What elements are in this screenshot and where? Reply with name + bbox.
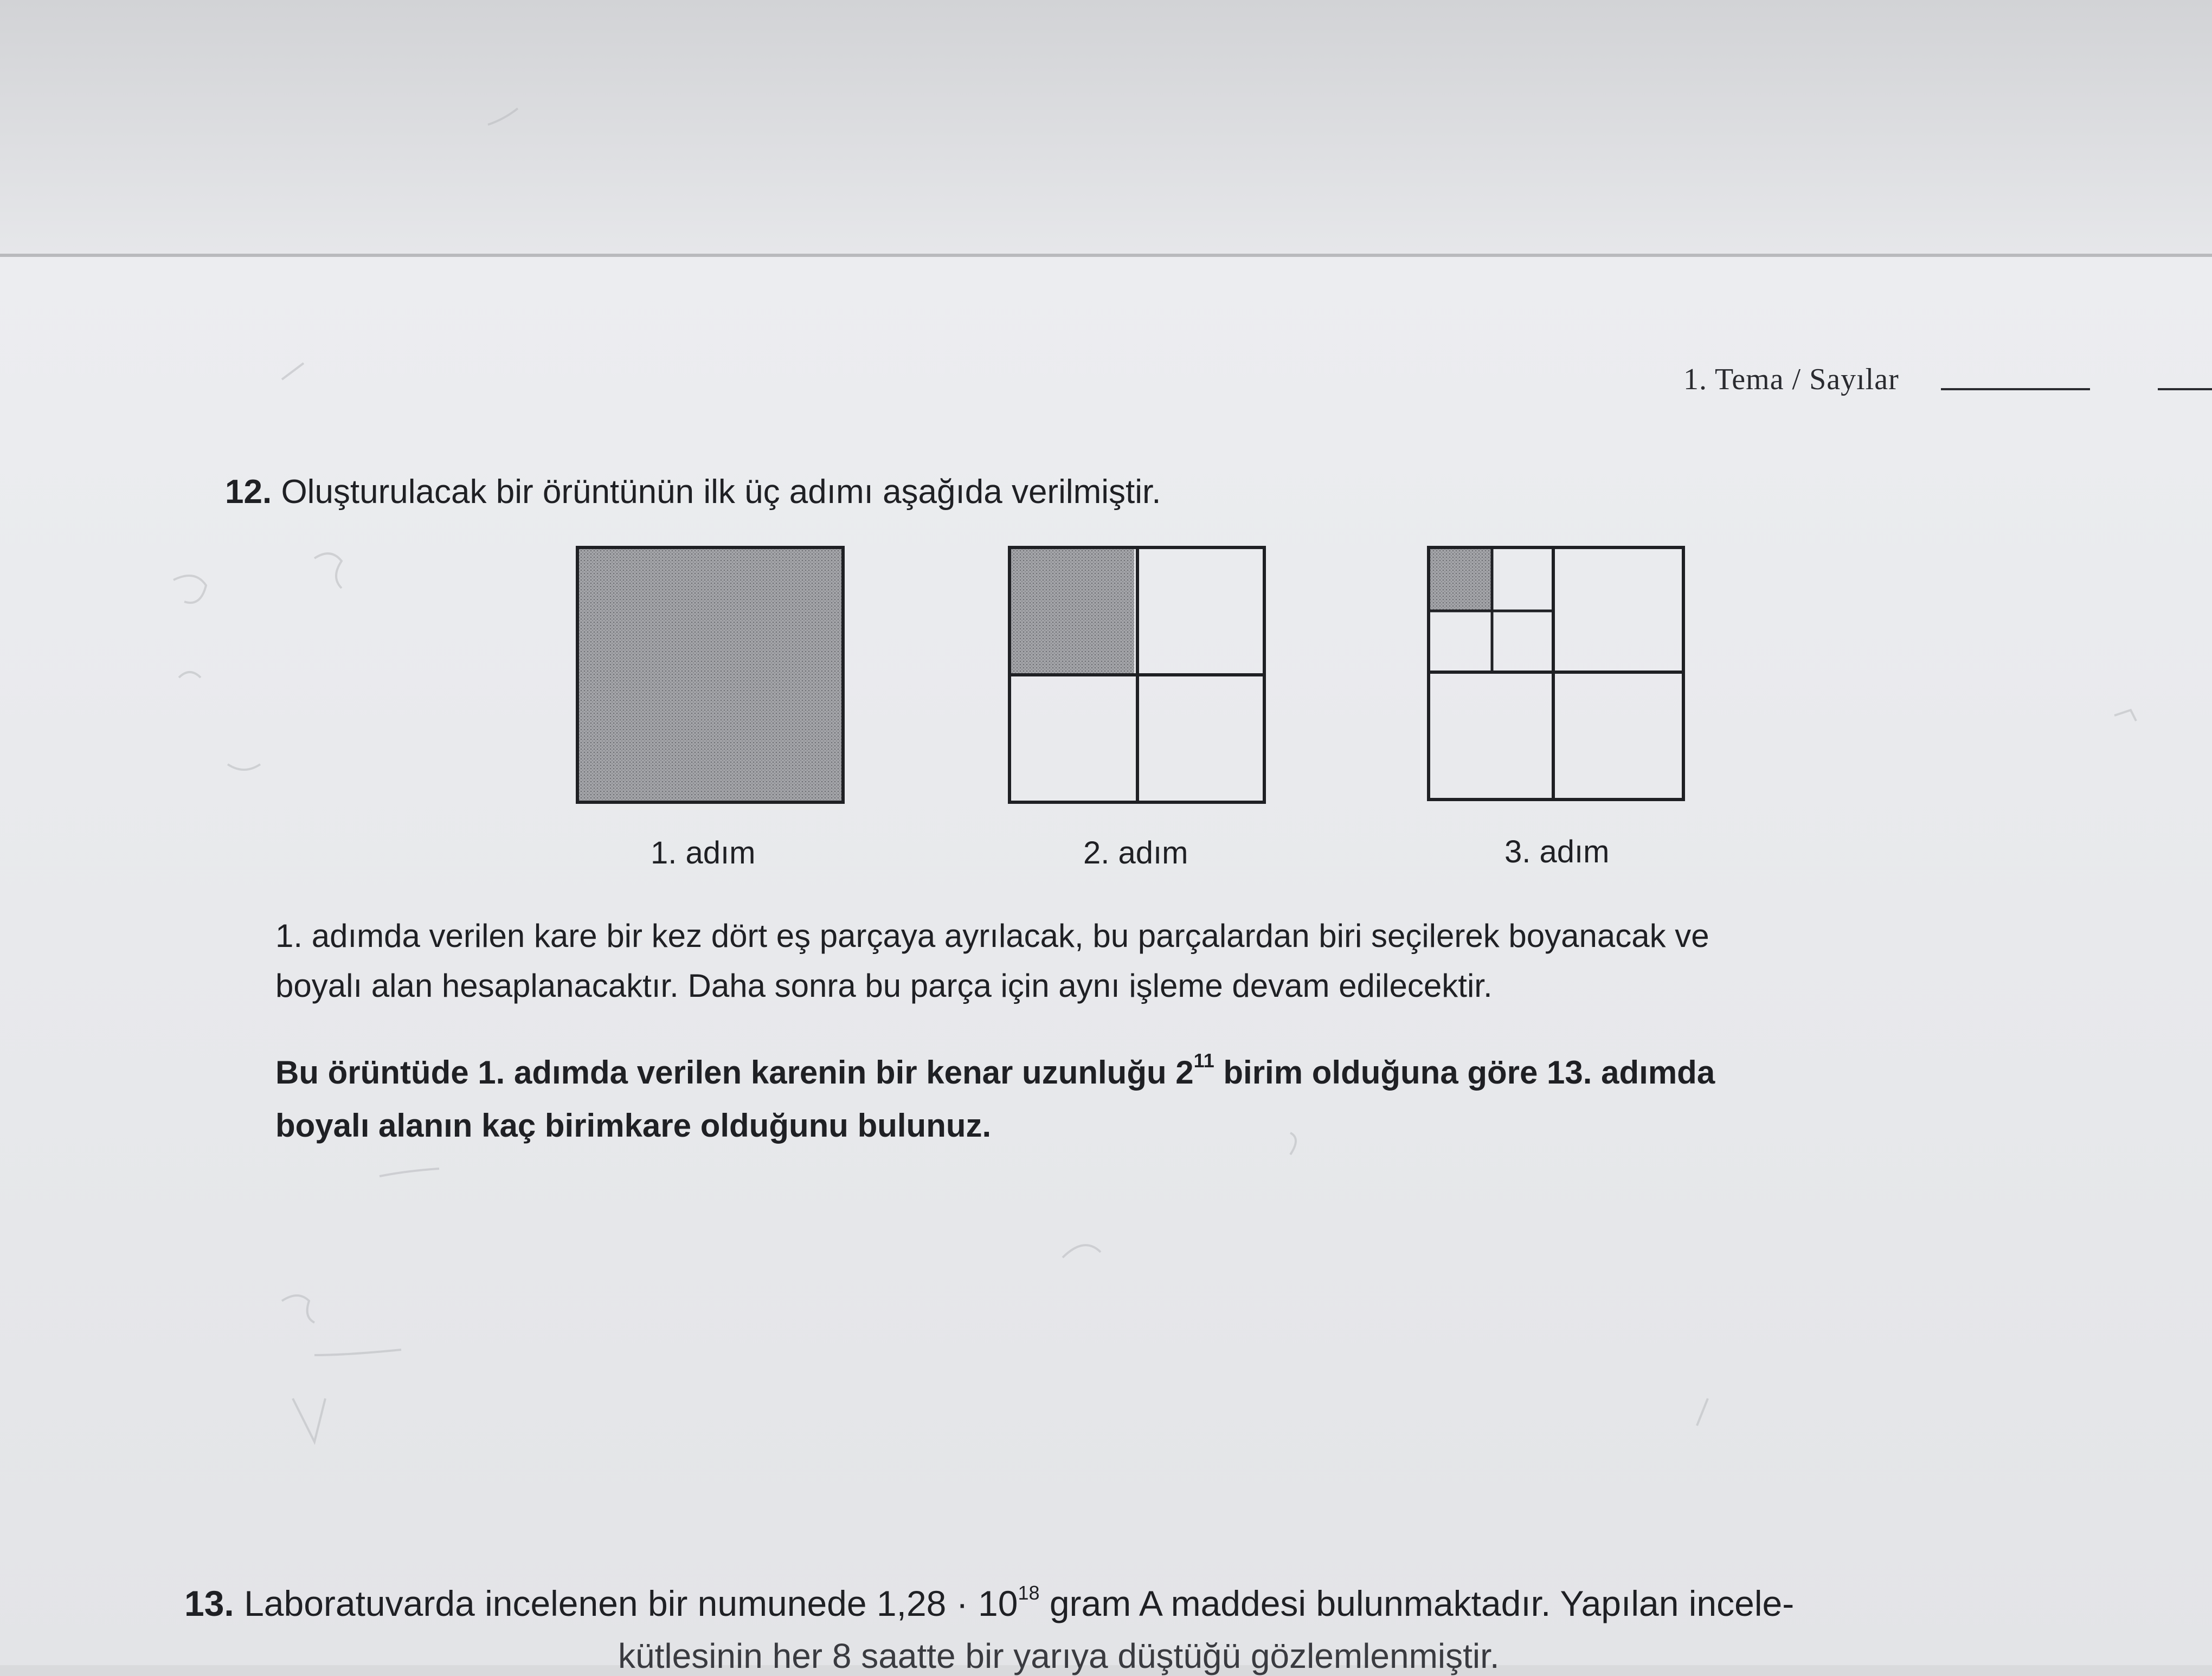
section-label: 1. Tema / Sayılar <box>1683 363 1899 396</box>
question-line-2: boyalı alanın kaç birimkare olduğunu bulunuz. <box>275 1107 992 1144</box>
step-1-square <box>577 547 843 802</box>
exponent: 11 <box>1193 1049 1214 1072</box>
question-12-prompt <box>225 473 1161 511</box>
question-13-line-1 <box>184 1583 1794 1624</box>
question-line-1 <box>275 1047 1715 1098</box>
pattern-figure <box>564 537 1702 808</box>
question-text: gram A maddesi bulunmaktadır. Yapılan incele- <box>1039 1583 1795 1623</box>
question-13-line-2: kütlesinin her 8 saatte bir yarıya düştüğü gözlemlenmiştir. <box>618 1636 1500 1675</box>
step-label: 2. adım <box>1083 835 1188 871</box>
question-text: Bu örüntüde 1. adımda verilen karenin bir kenar uzunluğu 2 <box>275 1054 1194 1091</box>
question-text: Laboratuvarda incelenen bir numunede 1,28 · 10 <box>234 1583 1018 1623</box>
step-3-square <box>1429 547 1683 800</box>
question-prompt-text: Oluşturulacak bir örüntünün ilk üç adımı aşağıda verilmiştir. <box>281 473 1161 511</box>
step-label: 1. adım <box>651 835 756 871</box>
header-rule <box>1941 388 2090 390</box>
question-number: 12. <box>225 473 272 511</box>
description-line-2: boyalı alan hesaplanacaktır. Daha sonra bu parça için aynı işleme devam edilecektir. <box>275 968 1493 1004</box>
exponent: 18 <box>1018 1582 1040 1604</box>
step-label: 3. adım <box>1504 834 1610 869</box>
step-2-square <box>1009 547 1264 802</box>
header-rule-right <box>2158 388 2212 390</box>
description-line-1: 1. adımda verilen kare bir kez dört eş parçaya ayrılacak, bu parçalardan biri seçilerek boyanacak ve <box>275 918 1709 954</box>
question-text: birim olduğuna göre 13. adımda <box>1214 1054 1715 1091</box>
question-number: 13. <box>184 1583 234 1623</box>
previous-page-background <box>0 0 2212 255</box>
